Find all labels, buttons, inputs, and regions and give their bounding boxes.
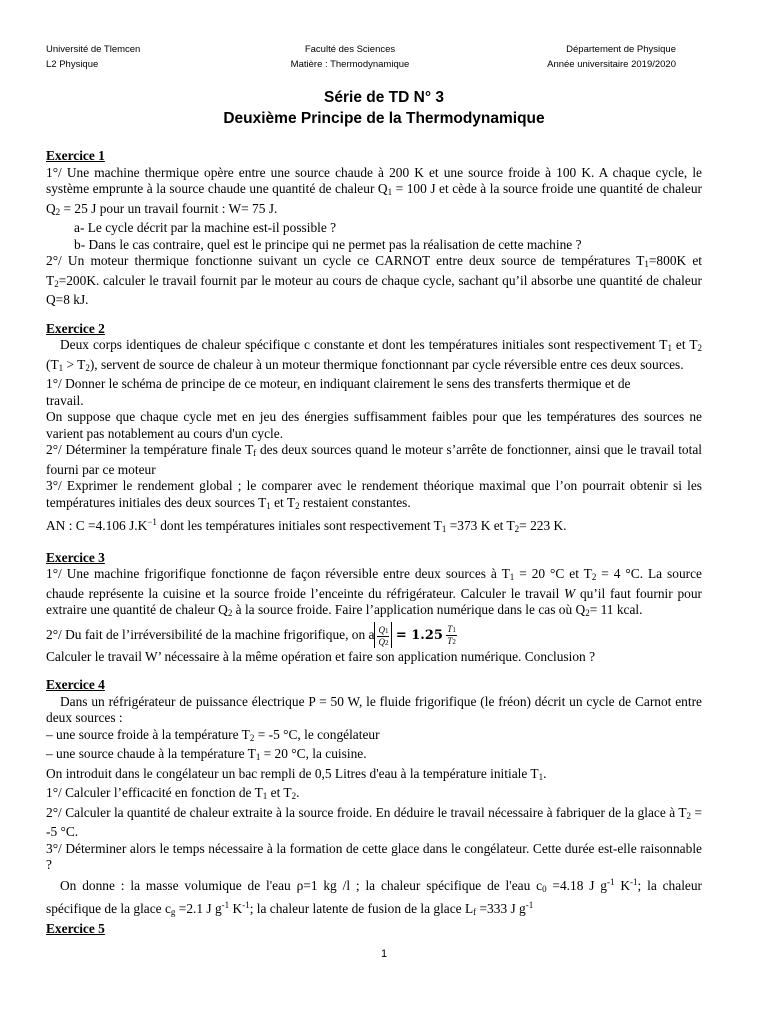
exercise-4-water-tray: On introduit dans le congélateur un bac rempli de 0,5 Litres d'eau à la température initiale $T_1$. <box>46 765 547 782</box>
exercise-3-heading: Exercice 3 <box>46 549 105 565</box>
header-right <box>547 42 676 72</box>
header-left <box>46 42 140 72</box>
faculty-name: Faculté des Sciences <box>304 44 396 55</box>
exercise-2-q3: 3°/ Exprimer le rendement global ; le comparer avec le rendement théorique maximal que l’on pourrait obtenir si les températures initiales des deux sources $T_1$ et $T_2$ restaient constantes. <box>46 478 702 511</box>
exercise-2-assumption: On suppose que chaque cycle met en jeu des énergies suffisamment faibles pour que les températures des sources ne varient pas notablement au cours d'un cycle. <box>46 409 702 441</box>
series-subtitle: Deuxième Principe de la Thermodynamique <box>223 110 545 127</box>
exercise-4-cold-source: – une source froide à la température $T_2 = -5$ °C, le congélateur <box>46 726 380 743</box>
exercise-4-hot-source: – une source chaude à la température $T_1 = 20$ °C, la cuisine. <box>46 746 367 762</box>
exercise-4-q3: 3°/ Déterminer alors le temps nécessaire à la formation de cette glace dans le congélateur. Cette durée est-elle raisonnable ? <box>46 840 702 872</box>
exercise-1-q2: 2°/ Un moteur thermique fonctionne suivant un cycle ce CARNOT entre deux source de températures $T_1=800K$ et $T_2=200K$. calculer le travail fournit par le moteur au cours de chaque cycle, sachant qu’il absorbe une quantité de chaleur Q=8 kJ. <box>46 253 702 307</box>
university-name: Université de Tlemcen <box>46 44 141 55</box>
exercise-3-q1: 1°/ Une machine frigorifique fonctionne de façon réversible entre deux sources à $T_1 = 20$ °C et $T_2 = 4$ °C. La source chaude représente la cuisine et la source froide l’enceinte du réfrigérateur. Calculer le travail W qu’il faut fournir pour extraire une quantité de chaleur $Q_2$ à la source froide. Faire l’application numérique dans le cas où $Q_2= 11$ kcal. <box>46 566 703 618</box>
exercise-2-q1: 1°/ Donner le schéma de principe de ce moteur, en indiquant clairement le sens des transferts thermique et de travail. <box>46 376 631 408</box>
page-number: 1 <box>380 948 388 960</box>
ratio-abs: $\frac{Q1}{Q2}$ <box>374 622 392 648</box>
exercise-1-qb: b- Dans le cas contraire, quel est le principe qui ne permet pas la réalisation de cette machine ? <box>74 236 582 252</box>
exercise-1-qa: a- Le cycle décrit par la machine est-il possible ? <box>74 220 337 235</box>
subject: Matière : Thermodynamique <box>290 59 410 70</box>
exercise-3-q2: 2°/ Du fait de l’irréversibilité de la machine frigorifique, on a $\frac{Q1}{Q2}$ = 1.25 $\frac{T1}{T2}$ <box>46 623 456 647</box>
exercise-2-numeric: AN : C =4.106 $J.K^{-1}$ dont les températures initiales sont respectivement $T_1 =373$ K et $T_2= 223$ K. <box>46 517 567 534</box>
exercise-1-q1: 1°/ Une machine thermique opère entre une source chaude à 200 K et une source froide à 100 K. A chaque cycle, le système emprunte à la source chaude une quantité de chaleur $Q_1 = 100$ J et cède à la source froide une quantité de chaleur $Q_2 = 25$ J pour un travail fournit : W= 75 J. <box>46 164 702 217</box>
exercise-1-heading: Exercice 1 <box>46 148 105 163</box>
header-center <box>250 42 450 72</box>
exercise-3-q3: Calculer le travail W’ nécessaire à la même opération et faire son application numérique. Conclusion ? <box>46 648 596 664</box>
exercise-4-data: On donne : la masse volumique de l'eau ρ=1 kg /l ; la chaleur spécifique de l'eau $c_0 =4.18$ J $g^{-1}$ $K^{-1}$; la chaleur spécifique de la glace $c_g =2.1$ J $g^{-1}$ $K^{-1}$; la chaleur latente de fusion de la glace $L_f =333$ J $g^{-1}$ <box>46 876 703 917</box>
exercise-4-q2: 2°/ Calculer la quantité de chaleur extraite à la source froide. En déduire le travail nécessaire à fabriquer de la glace à $T_2 = -5$ °C. <box>46 804 703 839</box>
department-name: Département de Physique <box>566 44 676 55</box>
exercise-4-q1: 1°/ Calculer l’efficacité en fonction de $T_1$ et $T_2$. <box>46 785 300 801</box>
level: L2 Physique <box>46 59 99 70</box>
exercise-2-q2: 2°/ Déterminer la température finale $T_f$ des deux sources quand le moteur s’arrête de fonctionner, ainsi que le travail total fourni par ce moteur <box>46 442 702 477</box>
exercise-4-heading: Exercice 4 <box>46 677 105 692</box>
academic-year: Année universitaire 2019/2020 <box>547 59 676 70</box>
exercise-2-intro: Deux corps identiques de chaleur spécifique c constante et dont les températures initiales sont respectivement $T_1$ et $T_2$ $(T_1 > T_2)$, servent de source de chaleur à un moteur thermique fonctionnant par cycle réversible entre ces deux sources. <box>46 337 703 373</box>
document-body <box>46 148 702 937</box>
exercise-4-intro: Dans un réfrigérateur de puissance électrique P = 50 W, le fluide frigorifique (le fréon) décrit un cycle de Carnot entre deux sources : <box>46 693 702 725</box>
exercise-2-heading: Exercice 2 <box>46 320 105 336</box>
series-title: Série de TD N° 3 <box>324 89 444 106</box>
exercise-5-heading: Exercice 5 <box>46 920 105 936</box>
